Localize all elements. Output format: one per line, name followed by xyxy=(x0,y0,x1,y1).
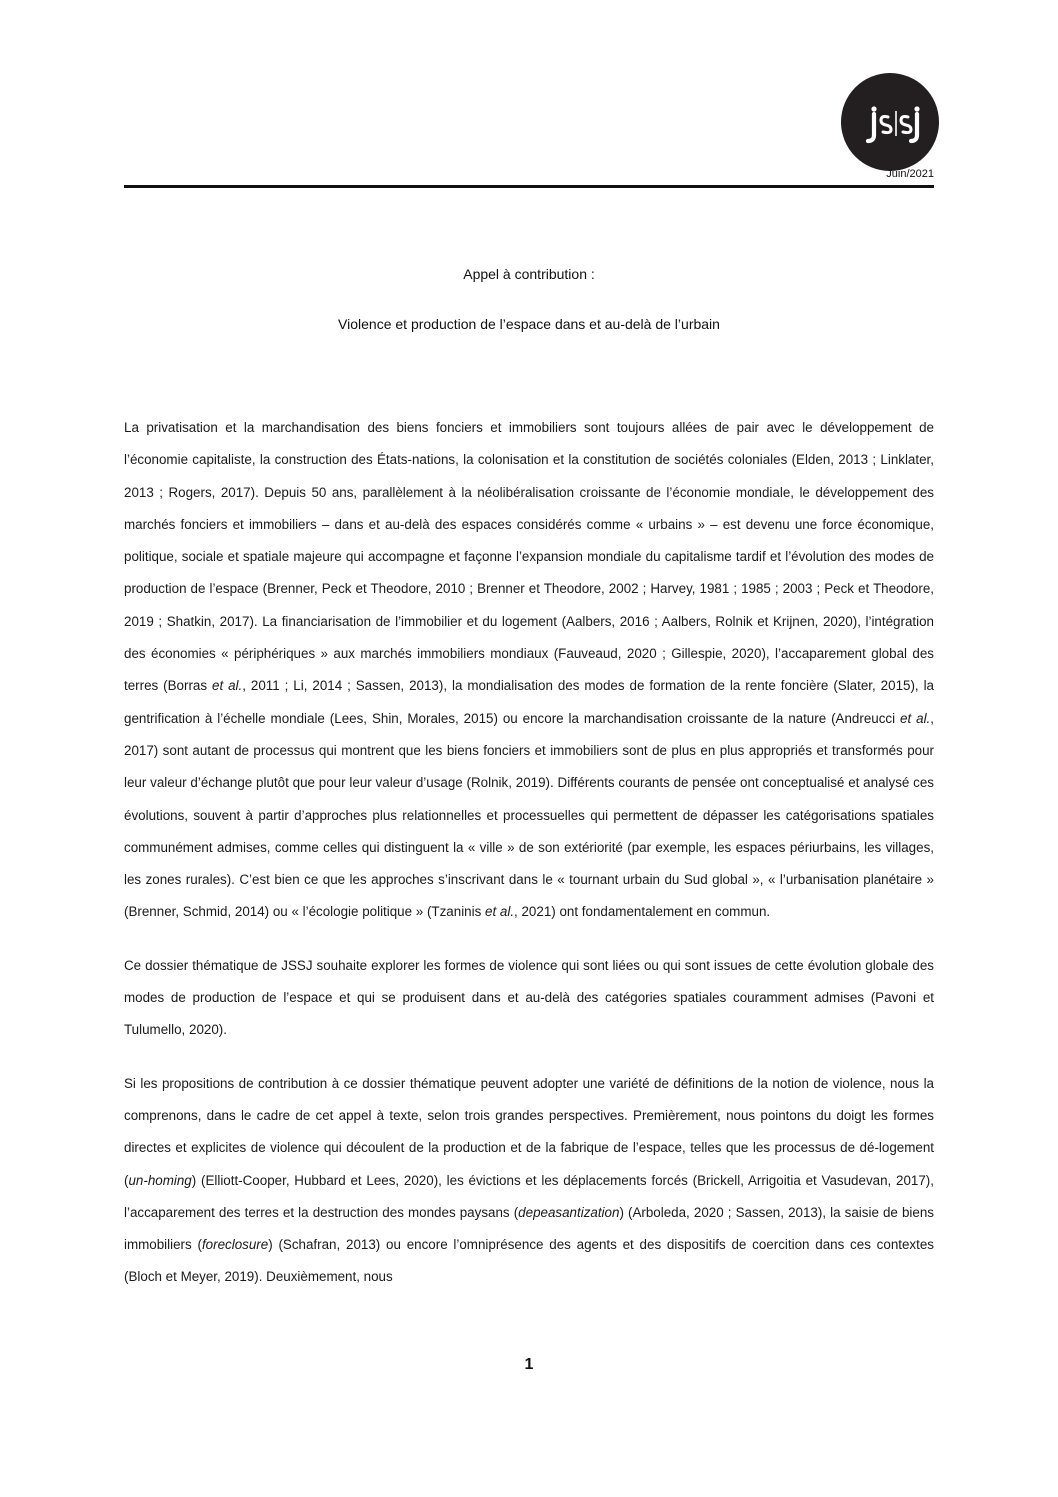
paragraph-text: , 2021) ont fondamentalement en commun. xyxy=(514,904,771,920)
paragraph xyxy=(124,950,934,1047)
paragraph-text: , 2017) sont autant de processus qui montrent que les biens fonciers et immobiliers sont de plus en plus appropriés et transformés pour leur valeur d’échange plutôt que pour leur valeur d’usage (Rolnik, 2019). Différents courants de pensée ont conceptualisé et analysé ces évolutions, souvent à partir d’approches plus relationnelles et processuelles qui permettent de dépasser les catégorisations spatiales communément admises, comme celles qui distinguent la « ville » de son extériorité (par exemple, les espaces périurbains, les villages, les zones rurales). C’est bien ce que les approches s’inscrivant dans le « tournant urbain du Sud global », « l’urbanisation planétaire » (Brenner, Schmid, 2014) ou « l’écologie politique » (Tzaninis xyxy=(124,710,935,920)
header-divider xyxy=(124,185,934,188)
paragraph-text: ) (Elliott-Cooper, Hubbard et Lees, 2020), les évictions et les déplacements forcés (Brickell, Arrigoitia et Vasudevan, 2017), l’accaparement des terres et la destruction des mondes paysans ( xyxy=(124,1172,934,1220)
paragraph-text: ) (Schafran, 2013) ou encore l’omniprésence des agents et des dispositifs de coercition dans ces contextes (Bloch et Meyer, 2019). Deuxièmement, nous xyxy=(124,1237,934,1285)
italic-text: et al. xyxy=(485,904,515,920)
paragraph-text: , 2011 ; Li, 2014 ; Sassen, 2013), la mondialisation des modes de formation de la rente foncière (Slater, 2015), la gentrification à l’échelle mondiale (Lees, Shin, Morales, 2015) ou encore la marchandisation croissante de la nature (Andreucci xyxy=(124,678,934,726)
paragraph-text: La privatisation et la marchandisation des biens fonciers et immobiliers sont toujours allées de pair avec le développement de l’économie capitaliste, la construction des États-nations, la colonisation et la constitution de sociétés coloniales (Elden, 2013 ; Linklater, 2013 ; Rogers, 2017). Depuis 50 ans, parallèlement à la néolibéralisation croissante de l’économie mondiale, le développement des marchés fonciers et immobiliers – dans et au-delà des espaces considérés comme « urbains » – est devenu une force économique, politique, sociale et spatiale majeure qui accompagne et façonne l’expansion mondiale du capitalisme tardif et l’évolution des modes de production de l’espace (Brenner, Peck et Theodore, 2010 ; Brenner et Theodore, 2002 ; Harvey, 1981 ; 1985 ; 2003 ; Peck et Theodore, 2019 ; Shatkin, 2017). La financiarisation de l’immobilier et du logement (Aalbers, 2016 ; Aalbers, Rolnik et Krijnen, 2020), l’intégration des économies « périphériques » aux marchés immobiliers mondiaux (Fauveaud, 2020 ; Gillespie, 2020), l’accaparement global des terres (Borras xyxy=(124,420,934,694)
body-text xyxy=(124,412,934,1315)
paragraph xyxy=(124,412,934,929)
paragraph-text: Si les propositions de contribution à ce dossier thématique peuvent adopter une variété de définitions de la notion de violence, nous la comprenons, dans le cadre de cet appel à texte, selon trois grandes perspectives. Premièrement, nous pointons du doigt les formes directes et explicites de violence qui découlent de la production et de la fabrique de l’espace, telles que les processus de dé-logement ( xyxy=(124,1075,934,1188)
italic-text: et al. xyxy=(212,678,243,694)
paragraph xyxy=(124,1068,934,1294)
journal-logo xyxy=(841,73,939,171)
page-number: 1 xyxy=(524,1356,534,1373)
italic-text: foreclosure xyxy=(201,1237,269,1253)
journal-logo-mark xyxy=(841,73,939,171)
italic-text: et al. xyxy=(900,710,931,726)
call-heading: Appel à contribution : xyxy=(463,266,595,282)
call-title: Violence et production de l’espace dans et au-delà de l’urbain xyxy=(338,316,720,332)
italic-text: depeasantization xyxy=(518,1204,620,1220)
paragraph-text: Ce dossier thématique de JSSJ souhaite explorer les formes de violence qui sont liées ou qui sont issues de cette évolution globale des modes de production de l’espace et qui se produisent dans et au-delà des catégories spatiales couramment admises (Pavoni et Tulumello, 2020). xyxy=(124,957,934,1038)
italic-text: un-homing xyxy=(128,1172,192,1188)
issue-date: Juin/2021 xyxy=(886,168,934,180)
paragraph-text: ) (Arboleda, 2020 ; Sassen, 2013), la saisie de biens immobiliers ( xyxy=(124,1204,934,1253)
